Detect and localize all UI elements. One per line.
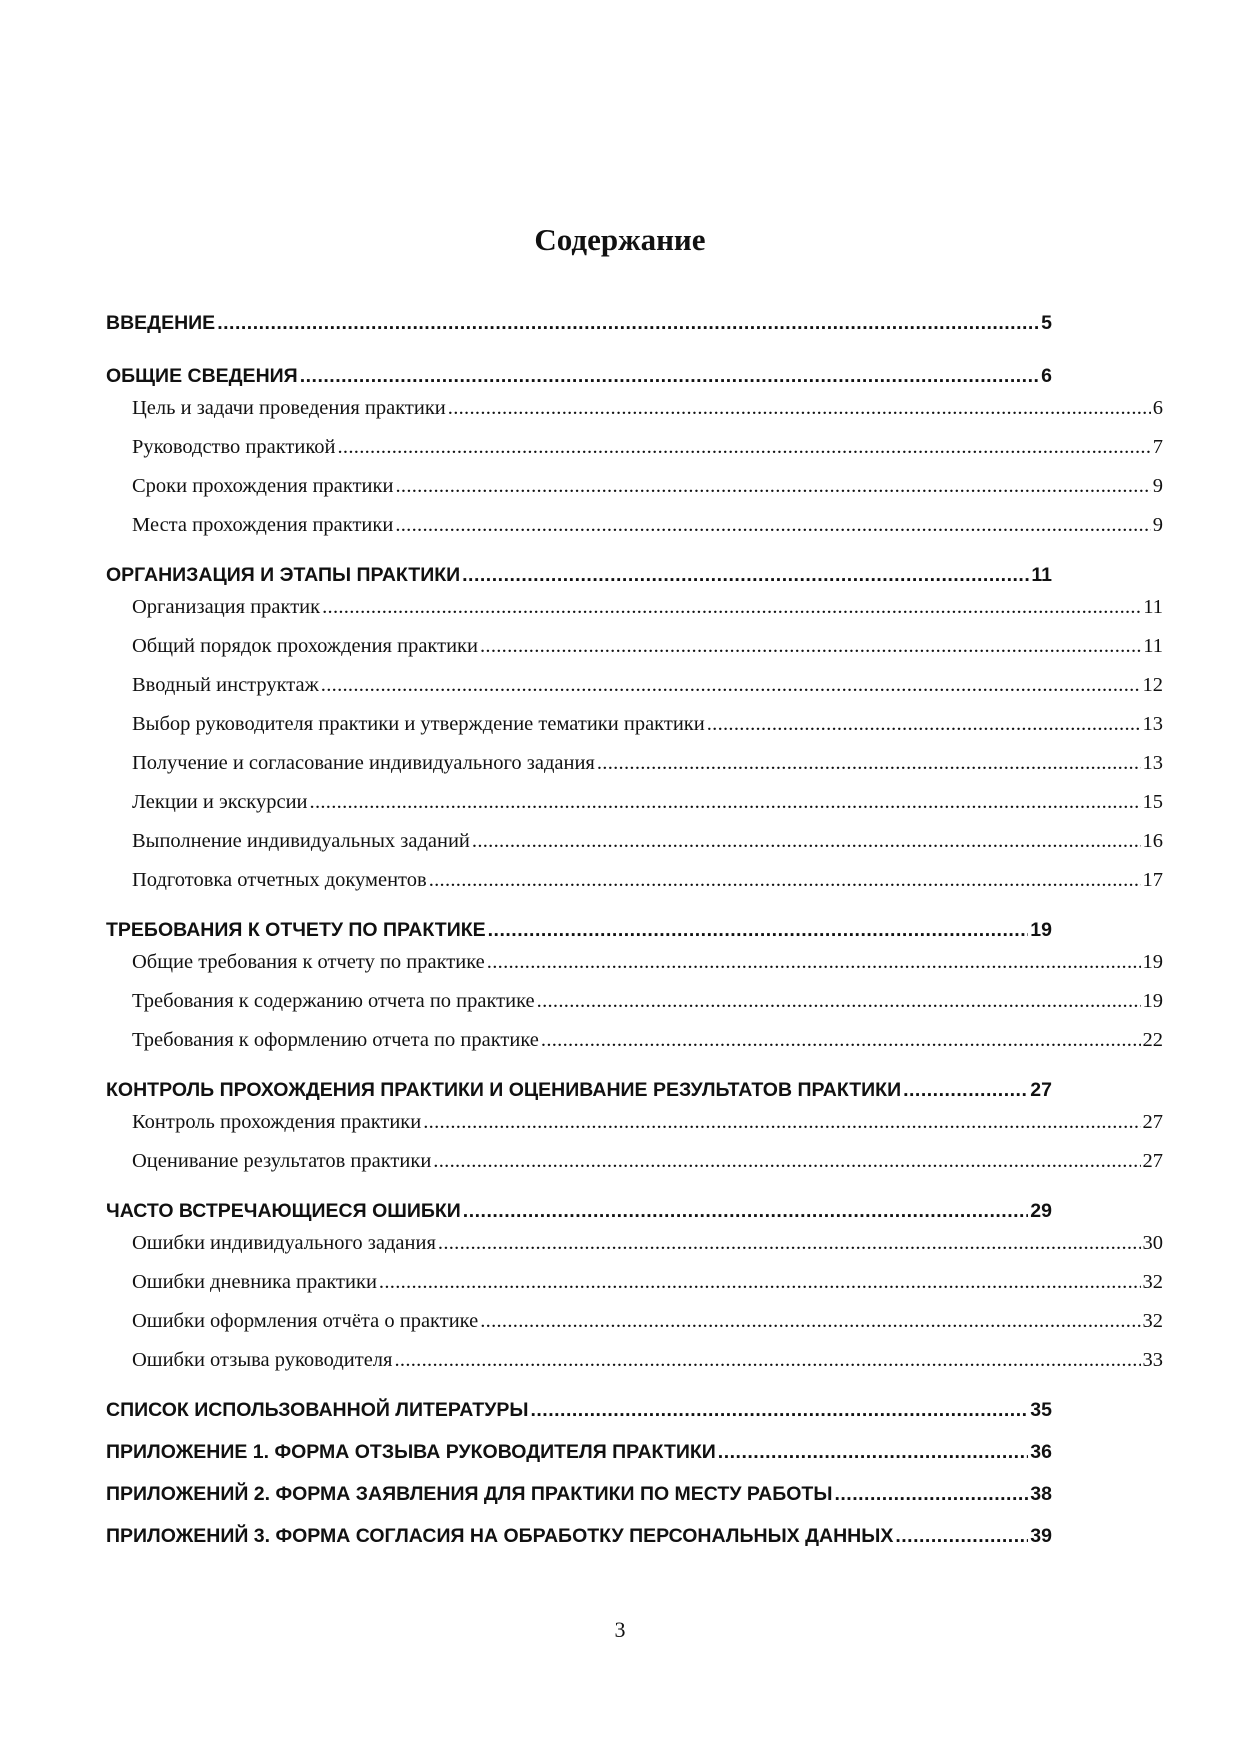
toc-entry-title: Организация практик bbox=[132, 596, 321, 618]
toc-entry-level2[interactable] bbox=[132, 830, 1163, 869]
toc-entry-level1[interactable] bbox=[106, 1483, 1052, 1525]
dot-leader bbox=[487, 951, 1141, 974]
toc-entry-title: СПИСОК ИСПОЛЬЗОВАННОЙ ЛИТЕРАТУРЫ bbox=[106, 1399, 529, 1421]
dot-leader bbox=[395, 475, 1150, 498]
dot-leader bbox=[488, 919, 1029, 942]
toc-entry-title: Выбор руководителя практики и утверждение тематики практики bbox=[132, 713, 705, 735]
toc-entry-title: Ошибки оформления отчёта о практике bbox=[132, 1310, 479, 1332]
toc-entry-page: 38 bbox=[1030, 1483, 1052, 1505]
toc-entry-page: 9 bbox=[1152, 475, 1163, 497]
toc-entry-page: 32 bbox=[1142, 1271, 1163, 1293]
toc-entry-title: Места прохождения практики bbox=[132, 514, 394, 536]
dot-leader bbox=[217, 312, 1039, 335]
toc-entry-level2[interactable] bbox=[132, 475, 1163, 514]
toc-entry-title: Ошибки отзыва руководителя bbox=[132, 1349, 393, 1371]
toc-entry-title: Получение и согласование индивидуального задания bbox=[132, 752, 595, 774]
toc-entry-page: 19 bbox=[1030, 919, 1052, 941]
toc-section-report-requirements bbox=[106, 919, 1163, 1068]
dot-leader bbox=[480, 1310, 1140, 1333]
dot-leader bbox=[438, 1232, 1141, 1255]
toc-entry-page: 32 bbox=[1142, 1310, 1163, 1332]
toc-entry-level2[interactable] bbox=[132, 1111, 1163, 1150]
toc-entry-level2[interactable] bbox=[132, 1310, 1163, 1349]
dot-leader bbox=[834, 1483, 1028, 1506]
toc-entry-title: ВВЕДЕНИЕ bbox=[106, 312, 216, 334]
toc-entry-page: 30 bbox=[1142, 1232, 1163, 1254]
toc-entry-page: 16 bbox=[1142, 830, 1163, 852]
dot-leader bbox=[448, 397, 1151, 420]
toc-entry-title: ЧАСТО ВСТРЕЧАЮЩИЕСЯ ОШИБКИ bbox=[106, 1200, 461, 1222]
toc-entry-page: 17 bbox=[1142, 869, 1163, 891]
toc-entry-title: ПРИЛОЖЕНИЙ 2. ФОРМА ЗАЯВЛЕНИЯ ДЛЯ ПРАКТИКИ ПО МЕСТУ РАБОТЫ bbox=[106, 1483, 833, 1505]
dot-leader bbox=[395, 514, 1150, 537]
table-of-contents bbox=[106, 312, 1163, 1567]
toc-entry-level1[interactable] bbox=[106, 1525, 1052, 1567]
toc-entry-title: Сроки прохождения практики bbox=[132, 475, 394, 497]
toc-entry-title: Руководство практикой bbox=[132, 436, 336, 458]
toc-entry-level2[interactable] bbox=[132, 713, 1163, 752]
dot-leader bbox=[310, 791, 1141, 814]
dot-leader bbox=[903, 1079, 1028, 1102]
toc-entry-page: 6 bbox=[1041, 365, 1052, 387]
dot-leader bbox=[433, 1150, 1140, 1173]
toc-entry-title: ОБЩИЕ СВЕДЕНИЯ bbox=[106, 365, 298, 387]
toc-entry-title: Ошибки индивидуального задания bbox=[132, 1232, 436, 1254]
toc-entry-page: 27 bbox=[1142, 1150, 1163, 1172]
toc-entry-page: 22 bbox=[1142, 1029, 1163, 1051]
toc-entry-level2[interactable] bbox=[132, 436, 1163, 475]
dot-leader bbox=[463, 1200, 1029, 1223]
toc-entry-level2[interactable] bbox=[132, 1271, 1163, 1310]
toc-entry-title: ТРЕБОВАНИЯ К ОТЧЕТУ ПО ПРАКТИКЕ bbox=[106, 919, 486, 941]
toc-entry-title: ПРИЛОЖЕНИЙ 3. ФОРМА СОГЛАСИЯ НА ОБРАБОТКУ ПЕРСОНАЛЬНЫХ ДАННЫХ bbox=[106, 1525, 894, 1547]
toc-entry-title: КОНТРОЛЬ ПРОХОЖДЕНИЯ ПРАКТИКИ И ОЦЕНИВАНИЕ РЕЗУЛЬТАТОВ ПРАКТИКИ bbox=[106, 1079, 902, 1101]
toc-entry-page: 11 bbox=[1143, 635, 1163, 657]
dot-leader bbox=[423, 1111, 1140, 1134]
dot-leader bbox=[718, 1441, 1029, 1464]
toc-entry-page: 29 bbox=[1030, 1200, 1052, 1222]
toc-entry-title: Требования к содержанию отчета по практике bbox=[132, 990, 535, 1012]
toc-entry-page: 9 bbox=[1152, 514, 1163, 536]
toc-entry-level1[interactable] bbox=[106, 1441, 1052, 1483]
page-title: Содержание bbox=[534, 222, 706, 257]
toc-entry-level2[interactable] bbox=[132, 791, 1163, 830]
dot-leader bbox=[300, 365, 1039, 388]
toc-entry-page: 19 bbox=[1142, 951, 1163, 973]
toc-entry-level1[interactable] bbox=[106, 1399, 1052, 1441]
toc-entry-title: ПРИЛОЖЕНИЕ 1. ФОРМА ОТЗЫВА РУКОВОДИТЕЛЯ ПРАКТИКИ bbox=[106, 1441, 716, 1463]
toc-entry-page: 12 bbox=[1142, 674, 1163, 696]
dot-leader bbox=[322, 596, 1141, 619]
toc-entry-level1[interactable] bbox=[106, 312, 1052, 354]
dot-leader bbox=[379, 1271, 1141, 1294]
toc-section-control bbox=[106, 1079, 1163, 1189]
toc-entry-level2[interactable] bbox=[132, 397, 1163, 436]
dot-leader bbox=[472, 830, 1141, 853]
toc-entry-level2[interactable] bbox=[132, 1232, 1163, 1271]
toc-entry-page: 13 bbox=[1142, 752, 1163, 774]
toc-entry-title: Общие требования к отчету по практике bbox=[132, 951, 485, 973]
toc-entry-level2[interactable] bbox=[132, 635, 1163, 674]
dot-leader bbox=[429, 869, 1141, 892]
dot-leader bbox=[537, 990, 1141, 1013]
dot-leader bbox=[480, 635, 1141, 658]
dot-leader bbox=[462, 564, 1029, 587]
toc-entry-page: 39 bbox=[1030, 1525, 1052, 1547]
toc-entry-page: 7 bbox=[1152, 436, 1163, 458]
dot-leader bbox=[394, 1349, 1140, 1372]
toc-entry-title: Выполнение индивидуальных заданий bbox=[132, 830, 470, 852]
toc-entry-title: Лекции и экскурсии bbox=[132, 791, 308, 813]
toc-entry-level2[interactable] bbox=[132, 514, 1163, 553]
toc-entry-level2[interactable] bbox=[132, 752, 1163, 791]
dot-leader bbox=[597, 752, 1141, 775]
toc-entry-page: 11 bbox=[1143, 596, 1163, 618]
dot-leader bbox=[338, 436, 1151, 459]
toc-entry-level2[interactable] bbox=[132, 869, 1163, 908]
toc-entry-title: Оценивание результатов практики bbox=[132, 1150, 432, 1172]
toc-entry-level2[interactable] bbox=[132, 596, 1163, 635]
toc-entry-page: 27 bbox=[1030, 1079, 1052, 1101]
toc-section-general-info bbox=[106, 365, 1163, 553]
toc-entry-page: 36 bbox=[1030, 1441, 1052, 1463]
toc-entry-page: 19 bbox=[1142, 990, 1163, 1012]
toc-entry-title: Вводный инструктаж bbox=[132, 674, 319, 696]
toc-entry-level2[interactable] bbox=[132, 1150, 1163, 1189]
toc-section-common-errors bbox=[106, 1200, 1163, 1388]
dot-leader bbox=[895, 1525, 1028, 1548]
toc-entry-title: Требования к оформлению отчета по практике bbox=[132, 1029, 539, 1051]
toc-entry-page: 35 bbox=[1030, 1399, 1052, 1421]
toc-entry-page: 6 bbox=[1152, 397, 1163, 419]
toc-entry-title: Подготовка отчетных документов bbox=[132, 869, 427, 891]
dot-leader bbox=[321, 674, 1141, 697]
toc-entry-page: 27 bbox=[1142, 1111, 1163, 1133]
toc-entry-title: Цель и задачи проведения практики bbox=[132, 397, 446, 419]
toc-entry-level2[interactable] bbox=[132, 1349, 1163, 1388]
toc-entry-level2[interactable] bbox=[132, 1029, 1163, 1068]
toc-entry-title: ОРГАНИЗАЦИЯ И ЭТАПЫ ПРАКТИКИ bbox=[106, 564, 461, 586]
toc-section-introduction bbox=[106, 312, 1146, 354]
toc-entry-page: 13 bbox=[1142, 713, 1163, 735]
toc-entry-title: Общий порядок прохождения практики bbox=[132, 635, 478, 657]
dot-leader bbox=[707, 713, 1141, 736]
toc-entry-level2[interactable] bbox=[132, 951, 1163, 990]
toc-entry-level2[interactable] bbox=[132, 674, 1163, 713]
toc-entry-page: 15 bbox=[1142, 791, 1163, 813]
toc-entry-page: 33 bbox=[1142, 1349, 1163, 1371]
toc-entry-title: Ошибки дневника практики bbox=[132, 1271, 377, 1293]
dot-leader bbox=[541, 1029, 1141, 1052]
toc-entry-page: 5 bbox=[1041, 312, 1052, 334]
dot-leader bbox=[530, 1399, 1028, 1422]
toc-entry-page: 11 bbox=[1031, 564, 1052, 586]
page-number: 3 bbox=[614, 1617, 626, 1642]
toc-entry-title: Контроль прохождения практики bbox=[132, 1111, 422, 1133]
toc-section-organization bbox=[106, 564, 1163, 908]
toc-entry-level2[interactable] bbox=[132, 990, 1163, 1029]
